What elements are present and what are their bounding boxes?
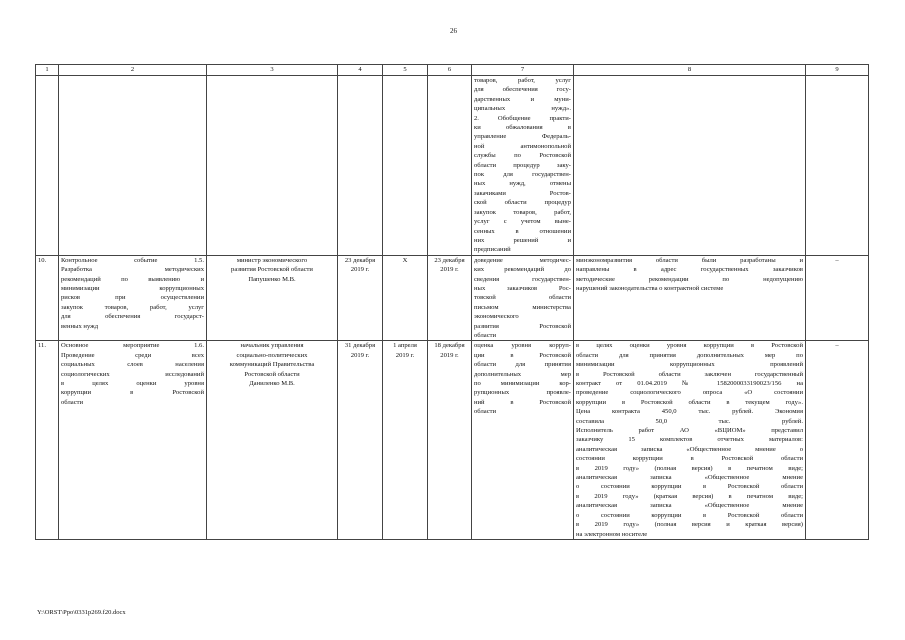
empty-cell [207, 76, 338, 256]
continuation-result-cell [472, 76, 574, 256]
text-line: Проведение среди всех [61, 351, 204, 359]
text-line: Даниленко М.В. [249, 380, 295, 387]
table-row [36, 341, 869, 540]
document-table [35, 64, 869, 540]
text-line: 2019 г. [440, 351, 459, 359]
text-line: нарушений законодательства о контрактной системе [576, 284, 724, 292]
text-line: товаров, работ, услуг [474, 77, 571, 84]
text-line: Контрольное событие 1.5. [61, 256, 204, 264]
text-line: о состоянии коррупции в Ростовской области [576, 483, 803, 491]
empty-cell [574, 76, 806, 256]
text-line: Ростовской области [244, 370, 300, 378]
text-line: ных заказчиков Рос- [474, 284, 571, 292]
text-line: методические рекомендации по недопущению [576, 275, 803, 283]
text-line: предписаний [474, 246, 511, 254]
row-number: 11. [36, 341, 59, 540]
text-line: 2019 г. [350, 351, 370, 359]
expected-result-cell [472, 255, 574, 341]
empty-cell [338, 76, 383, 256]
text-line: проведение социологического опроса «О состоянии [576, 389, 803, 397]
text-line: рупционных проявле- [474, 389, 571, 397]
text-line: социальных слоев населения [61, 361, 204, 369]
responsible-cell [207, 255, 338, 341]
text-line: венных нужд [61, 322, 99, 330]
header-cell: 6 [428, 65, 472, 76]
text-line: 18 декабря [434, 342, 465, 350]
text-line: контракт от 01.04.2019 № 1582000033190023/156 на [576, 380, 803, 387]
start-date-cell [383, 255, 428, 341]
expected-result-cell [472, 341, 574, 540]
text-line: коррупции в Ростовской области в текущем году». [576, 398, 803, 406]
text-line: области для принятия дополнительных мер по [576, 351, 803, 359]
text-line: направлены в адрес государственных заказчиков [576, 266, 803, 274]
text-line: 2019 г. [440, 266, 459, 274]
text-line: дополнительных мер [474, 370, 571, 378]
header-row [36, 65, 869, 76]
text-line: рисков при осуществлении [61, 294, 204, 302]
text-line: ципальных нужд». [474, 105, 571, 113]
note-cell: – [806, 341, 869, 540]
text-line: ки обжалования в [474, 124, 571, 132]
text-line: услуг с учетом выне- [474, 218, 571, 226]
text-line: по минимизации кор- [474, 380, 571, 387]
file-path-footer: Y:\ORST\Ppo\0331p269.f20.docx [37, 609, 126, 616]
text-line: службы по Ростовской [474, 152, 571, 160]
text-line: ких рекомендаций до [474, 266, 571, 274]
empty-cell [806, 76, 869, 256]
text-line: 23 декабря [344, 256, 376, 264]
text-line: них решений и [474, 236, 571, 244]
empty-cell [428, 76, 472, 256]
text-line: закупок товаров, работ, [474, 208, 571, 216]
text-line: социально-политических [236, 351, 308, 359]
note-cell: – [806, 255, 869, 341]
empty-cell [383, 76, 428, 256]
text-line: минимизации коррупционных проявлений [576, 361, 803, 369]
text-line: Основное мероприятие 1.6. [61, 342, 204, 350]
text-line: развития Ростовской [474, 322, 571, 330]
text-line: заказчику 15 комплектов отчетных материалов: [576, 436, 803, 444]
text-line: составила 50,0 тыс. рублей. [576, 417, 803, 425]
text-line: аналитическая записка «Общественное мнение [576, 474, 803, 482]
text-line: 2019 г. [350, 266, 370, 274]
actual-date-cell [428, 341, 472, 540]
text-line: Папушенко М.В. [248, 275, 296, 283]
text-line: Цена контракта 450,0 тыс. рублей. Экономия [576, 408, 803, 416]
row-number: 10. [36, 255, 59, 341]
text-line: минэкономразвития области были разработаны и [576, 256, 803, 264]
header-cell: 3 [207, 65, 338, 76]
header-cell: 8 [574, 65, 806, 76]
text-line: о состоянии коррупции в Ростовской области [576, 511, 803, 519]
text-line: в 2019 году» (полная версия и краткая версия) [576, 521, 803, 529]
text-line: ской области процедур [474, 199, 571, 207]
empty-cell [36, 76, 59, 256]
header-cell: 4 [338, 65, 383, 76]
text-line: дарственных и муни- [474, 95, 571, 103]
header-cell: 2 [59, 65, 207, 76]
text-line: сведения государствен- [474, 275, 571, 283]
actual-result-cell [574, 255, 806, 341]
text-line: в 2019 году» (краткая версия) в печатном виде; [576, 492, 803, 500]
text-line: 2. Обобщение практи- [474, 114, 571, 122]
text-line: области для принятия [474, 361, 571, 369]
text-line: экономического [474, 313, 519, 321]
text-line: ции в Ростовской [474, 351, 571, 359]
text-line: в Ростовской области заключен государственный [576, 370, 803, 378]
text-line: 31 декабря [344, 342, 376, 350]
page-number: 26 [450, 27, 457, 35]
event-name-cell [59, 341, 207, 540]
text-line: в целях оценки уровня [61, 380, 204, 387]
text-line: сенных в отношении [474, 227, 571, 235]
text-line: состоянии коррупции в Ростовской области [576, 455, 803, 463]
text-line: 1 апреля [393, 342, 417, 350]
text-line: ний в Ростовской [474, 398, 571, 406]
responsible-cell [207, 341, 338, 540]
text-line: аналитическая записка «Общественное мнение о [576, 445, 803, 453]
continuation-row [36, 76, 869, 256]
text-line: для обеспечения государст- [61, 313, 204, 321]
text-line: 23 декабря [434, 256, 465, 264]
header-cell: 9 [806, 65, 869, 76]
text-line: аналитическая записка «Общественное мнение [576, 502, 803, 510]
text-line: области [474, 408, 497, 416]
start-date-cell [383, 341, 428, 540]
actual-date-cell [428, 255, 472, 341]
text-line: управление Федераль- [474, 133, 571, 141]
text-line: X [402, 256, 408, 264]
text-line: коммуникаций Правительства [229, 361, 315, 369]
text-line: ных нужд, отмены [474, 180, 571, 188]
text-line: закупок товаров, работ, услуг [61, 303, 204, 311]
text-line: области [61, 398, 84, 406]
text-line: начальник управления [240, 342, 304, 350]
text-line: письмом министерства [474, 303, 571, 311]
text-line: доведение методичес- [474, 256, 571, 264]
text-line: пок для государствен- [474, 171, 571, 179]
plan-date-cell [338, 255, 383, 341]
actual-result-cell [574, 341, 806, 540]
text-line: области [474, 331, 497, 339]
text-line: в целях оценки уровня коррупции в Ростовской [576, 342, 803, 350]
text-line: Исполнитель работ АО «ВЦИОМ» представил [576, 427, 803, 435]
text-line: оценка уровня корруп- [474, 342, 571, 350]
table-row [36, 255, 869, 341]
text-line: в 2019 году» (полная версия) в печатном виде; [576, 464, 803, 472]
text-line: ной антимонопольной [474, 142, 571, 150]
text-line: 2019 г. [395, 351, 415, 359]
text-line: развития Ростовской области [231, 266, 313, 274]
text-line: коррупции в Ростовской [61, 389, 204, 397]
header-cell: 5 [383, 65, 428, 76]
text-line: министр экономического [236, 256, 308, 264]
plan-date-cell [338, 341, 383, 540]
text-line: на электронном носителе [576, 530, 648, 538]
text-line: закачиками Ростов- [474, 189, 571, 197]
text-line: для обеспечения госу- [474, 86, 571, 94]
event-name-cell [59, 255, 207, 341]
text-line: Разработка методических [61, 266, 204, 274]
text-line: рекомендаций по выявлению и [61, 275, 204, 283]
text-line: товской области [474, 294, 571, 302]
empty-cell [59, 76, 207, 256]
text-line: социологических исследований [61, 370, 204, 378]
header-cell: 1 [36, 65, 59, 76]
text-line: минимизации коррупционных [61, 284, 204, 292]
header-cell: 7 [472, 65, 574, 76]
text-line: области процедур заку- [474, 161, 571, 169]
